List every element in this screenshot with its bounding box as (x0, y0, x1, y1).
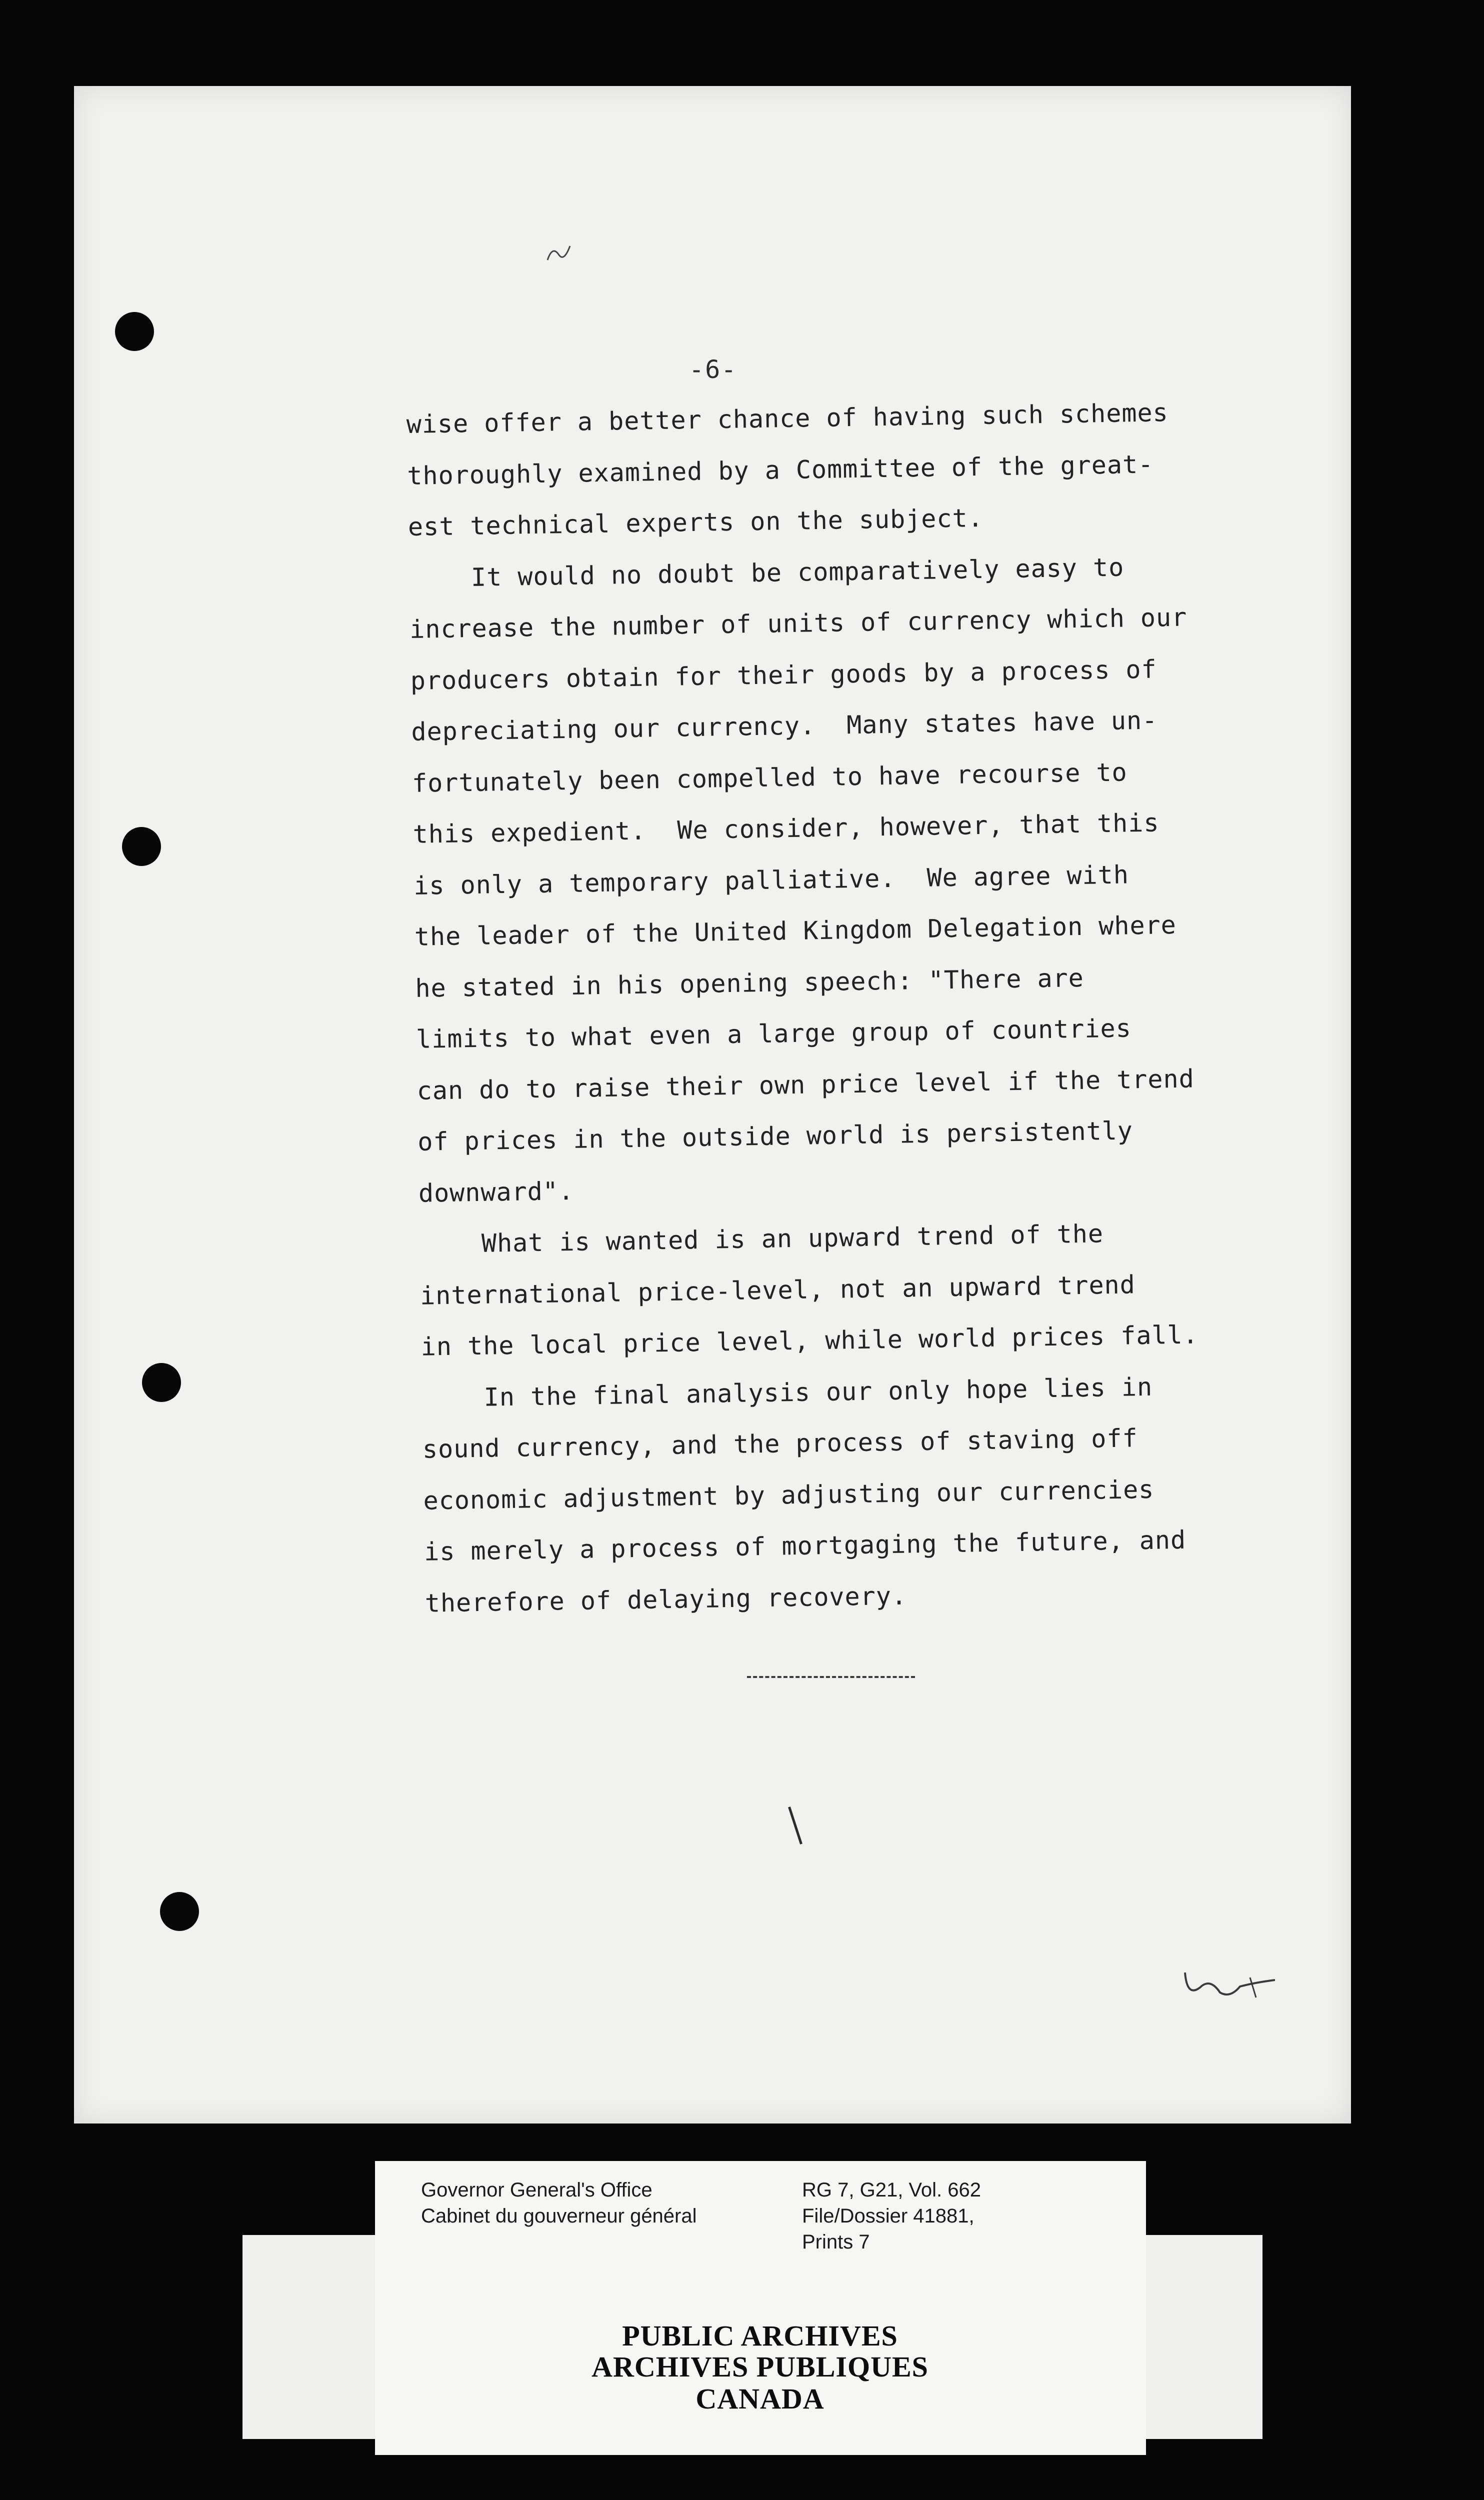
body-text (406, 386, 1275, 1628)
pencil-mark-top (545, 240, 575, 265)
text-line: limits to what even a large group of countries (416, 1014, 1132, 1054)
text-line: this expedient. We consider, however, that this (412, 808, 1160, 849)
text-line: What is wanted is an upward trend of the (419, 1219, 1104, 1259)
text-line: increase the number of units of currency which our (409, 602, 1188, 644)
closing-rule (747, 1676, 915, 1678)
text-line: sound currency, and the process of staving off (422, 1424, 1138, 1464)
text-line: thoroughly examined by a Committee of the great- (406, 450, 1154, 490)
text-line: therefore of delaying recovery. (424, 1581, 908, 1618)
text-line: he stated in his opening speech: "There are (415, 963, 1084, 1003)
punch-hole-3 (142, 1363, 181, 1402)
text-line: international price-level, not an upward trend (420, 1270, 1136, 1310)
text-line: In the final analysis our only hope lies in (421, 1372, 1153, 1413)
text-line: in the local price level, while world prices fall. (420, 1320, 1199, 1362)
office-name-en: Governor General's Office (421, 2179, 652, 2201)
text-line: wise offer a better chance of having such schemes (406, 398, 1169, 439)
text-line: the leader of the United Kingdom Delegation where (414, 910, 1177, 952)
punch-hole-2 (122, 827, 161, 866)
text-line: can do to raise their own price level if the trend (416, 1064, 1195, 1106)
initials-scribble (1180, 1962, 1280, 2008)
text-line: fortunately been compelled to have recourse to (412, 757, 1128, 798)
text-line: is only a temporary palliative. We agree with (413, 860, 1130, 900)
page-number: -6- (689, 355, 738, 384)
text-line: economic adjustment by adjusting our currencies (423, 1474, 1154, 1516)
stamp-line-public-archives: PUBLIC ARCHIVES (622, 2320, 898, 2352)
text-line: downward". (418, 1176, 574, 1208)
archive-reference-2: File/Dossier 41881, (802, 2205, 974, 2227)
text-line: of prices in the outside world is persistently (417, 1116, 1134, 1156)
archive-reference-1: RG 7, G21, Vol. 662 (802, 2179, 981, 2201)
text-line: depreciating our currency. Many states have un- (411, 706, 1158, 746)
office-name-fr: Cabinet du gouverneur général (421, 2205, 697, 2227)
punch-hole-4 (160, 1892, 199, 1931)
archive-reference-3: Prints 7 (802, 2231, 870, 2253)
text-line: producers obtain for their goods by a process of (410, 654, 1158, 696)
text-line: est technical experts on the subject. (408, 503, 984, 542)
stamp-line-archives-publiques: ARCHIVES PUBLIQUES (592, 2350, 928, 2383)
punch-hole-1 (115, 312, 154, 351)
stamp-line-canada: CANADA (696, 2382, 824, 2415)
text-line: It would no doubt be comparatively easy to (408, 552, 1124, 593)
text-line: is merely a process of mortgaging the future, and (424, 1525, 1186, 1566)
